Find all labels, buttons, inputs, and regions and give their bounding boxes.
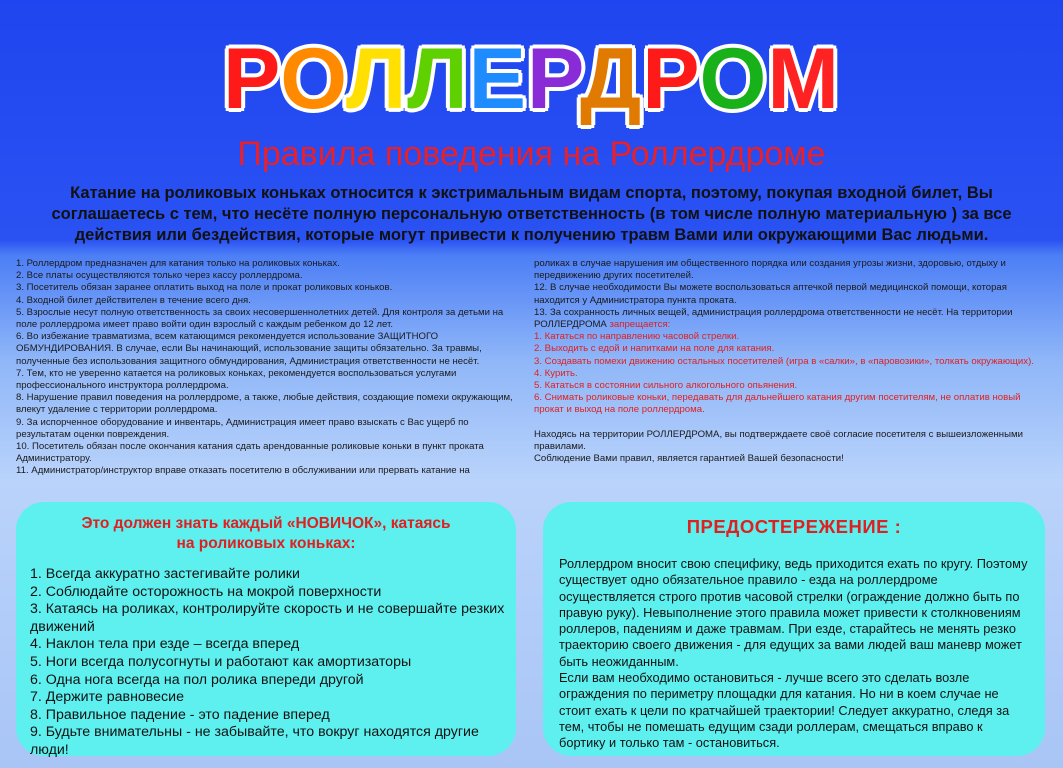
logo-letter: О bbox=[280, 31, 346, 127]
spacer bbox=[534, 417, 1044, 429]
intro-text: Катание на роликовых коньках относится к экстримальным видам спорта, поэтому, покупая входной билет, Вы соглашаетесь с тем, что несёте полную персональную ответственность (в том числе полную материальную ) за все действия или бездействия, которые могут привести к получению травм Вами или окружающими Вас людьми. bbox=[51, 184, 1012, 244]
rule-item: 9. За испорченное оборудование и инвентарь, Администрация имеет право взыскать с Вас ущерб по результатам оценки повреждения. bbox=[16, 416, 469, 440]
logo-letter: Р bbox=[222, 31, 281, 127]
list-item: 2. Соблюдайте осторожность на мокрой поверхности bbox=[30, 583, 382, 600]
warning-text bbox=[559, 556, 1029, 752]
list-item: 5. Ноги всегда полусогнуты и работают как амортизаторы bbox=[30, 653, 412, 670]
prohibited-item: 2. Выходить с едой и напитками на поле для катания. bbox=[534, 343, 775, 355]
warning-paragraph: Если вам необходимо остановиться - лучше всего это сделать возле ограждения по периметру площадки для катания. Но ни в коем случае не стоит ехать к цели по кратчайшей траектории! Следует аккуратно, следя за тем, чтобы не помешать едущим сзади роллерам, смещаться вправо к бортику и только там - остановиться. bbox=[559, 670, 1010, 751]
prohibited-item: 1. Кататься по направлению часовой стрелки. bbox=[534, 331, 740, 343]
logo-letter: Е bbox=[468, 31, 528, 127]
rule-item: 11. Администратор/инструктор вправе отказать посетителю в обслуживании или прервать катание на bbox=[16, 465, 470, 477]
logo-letter: Л bbox=[407, 31, 469, 127]
closing-text: Находясь на территории РОЛЛЕРДРОМА, вы подтверждаете своё согласие посетителя с вышеизложенными правилами. bbox=[534, 428, 1023, 452]
rules-column-right bbox=[534, 258, 1044, 465]
rules-column-left bbox=[16, 258, 524, 478]
prohibited-item: 4. Курить. bbox=[534, 367, 578, 379]
logo-letter: Р bbox=[527, 31, 580, 127]
warning-box bbox=[543, 502, 1045, 756]
list-item: 7. Держите равновесие bbox=[30, 689, 184, 706]
logo-letter: Л bbox=[345, 31, 408, 127]
logo-letter: Р bbox=[642, 31, 700, 127]
prohibited-intro: На территории РОЛЛЕРДРОМА bbox=[534, 306, 1013, 331]
list-item: 6. Одна нога всегда на пол ролика впереди другой bbox=[30, 671, 364, 688]
list-item: 4. Наклон тела при езде – всегда вперед bbox=[30, 636, 300, 653]
rule-item: 5. Взрослые несут полную ответственность за своих несовершеннолетних детей. Для контроля за детьми на поле роллердрома имеет право войти один взрослый с каждым ребенком до 12 лет. bbox=[16, 306, 504, 331]
list-item: 8. Правильное падение - это падение вперед bbox=[30, 706, 330, 723]
novice-title-line: на роликовых коньках: bbox=[176, 535, 356, 552]
list-item: 9. Будьте внимательны - не забывайте, что вокруг находятся другие люди! bbox=[30, 724, 479, 758]
list-item: 1. Всегда аккуратно застегивайте ролики bbox=[30, 566, 300, 582]
prohibited-item: 6. Снимать роликовые коньки, передавать для дальнейшего катания другим посетителям, не оплатив новый прокат и выход на поле роллердрома. bbox=[534, 392, 1021, 416]
rule-text: 13. За сохранность личных вещей, администрация роллердрома ответственности не несёт. bbox=[534, 306, 944, 318]
prohibited-item: 3. Создавать помехи движению остальных посетителей (игра в «салки», в «паровозики», толкать окружающих). bbox=[534, 355, 1034, 367]
novice-title-line: Это должен знать каждый «НОВИЧОК», катаясь bbox=[81, 515, 451, 532]
rule-item: 1. Роллердром предназначен для катания только на роликовых коньках. bbox=[16, 258, 340, 269]
rule-item: 2. Все платы осуществляются только через кассу роллердрома. bbox=[16, 270, 303, 282]
novice-box bbox=[16, 502, 516, 756]
logo-title bbox=[0, 31, 1063, 127]
prohibited-item: 5. Кататься в состоянии сильного алкогольного опьянения. bbox=[534, 380, 798, 392]
logo-letter: Д bbox=[579, 31, 643, 127]
rule-item bbox=[534, 307, 1044, 331]
rule-item: 12. В случае необходимости Вы можете воспользоваться аптечкой первой медицинской помощи, которая находится у Администратора пункта проката. bbox=[534, 282, 1007, 306]
rule-item: 8. Нарушение правил поведения на роллердроме, а также, любые действия, создающие помехи окружающим, влекут удаление с территории роллердрома. bbox=[16, 392, 513, 416]
prohibited-word: запрещается: bbox=[609, 319, 671, 331]
rule-item: роликах в случае нарушения им общественного порядка или создания угрозы жизни, здоровью, отдыху и передвижению других посетителей. bbox=[534, 258, 1006, 282]
closing-text: Соблюдение Вами правил, является гарантией Вашей безопасности! bbox=[534, 453, 844, 465]
page-subtitle: Правила поведения на Роллердроме bbox=[237, 135, 826, 173]
rule-item: 3. Посетитель обязан заранее оплатить выход на поле и прокат роликовых коньков. bbox=[16, 282, 393, 294]
warning-box-title: ПРЕДОСТЕРЕЖЕНИЕ : bbox=[686, 516, 902, 537]
list-item: 3. Катаясь на роликах, контролируйте скорость и не совершайте резких движений bbox=[30, 601, 505, 635]
rule-item: 10. Посетитель обязан после окончания катания сдать арендованные роликовые коньки в пункт проката Администратору. bbox=[16, 441, 484, 465]
rule-item: 6. Во избежание травматизма, всем катающимся рекомендуется использование ЗАЩИТНОГО ОБМУНДИРОВАНИЯ. В случае, если Вы начинающий, использование защиты обязательно. За травмы, полученные без использования защитного обмундирования, Администрация ответственности не несёт. bbox=[16, 331, 482, 367]
warning-paragraph: Роллердром вносит свою специфику, ведь приходится ехать по кругу. Поэтому существует одно обязательное правило - езда на роллердроме осуществляется строго против часовой стрелки (ограждение должно быть по правую руку). Невыполнение этого правила может привести к столкновениям роллеров, падениям и даже травмам. При езде, старайтесь не менять резко траекторию своего движения - для едущих за вами людей ваш маневр может быть неожиданным. bbox=[559, 556, 1028, 669]
logo-letter: М bbox=[767, 31, 841, 127]
novice-box-title bbox=[16, 514, 516, 554]
logo-letter: О bbox=[699, 31, 768, 127]
rule-item: 7. Тем, кто не уверенно катается на роликовых коньках, рекомендуется воспользоваться услугами профессионального инструктора роллердрома. bbox=[16, 367, 457, 392]
rule-item: 4. Входной билет действителен в течение всего дня. bbox=[16, 294, 251, 306]
novice-list bbox=[30, 566, 516, 760]
